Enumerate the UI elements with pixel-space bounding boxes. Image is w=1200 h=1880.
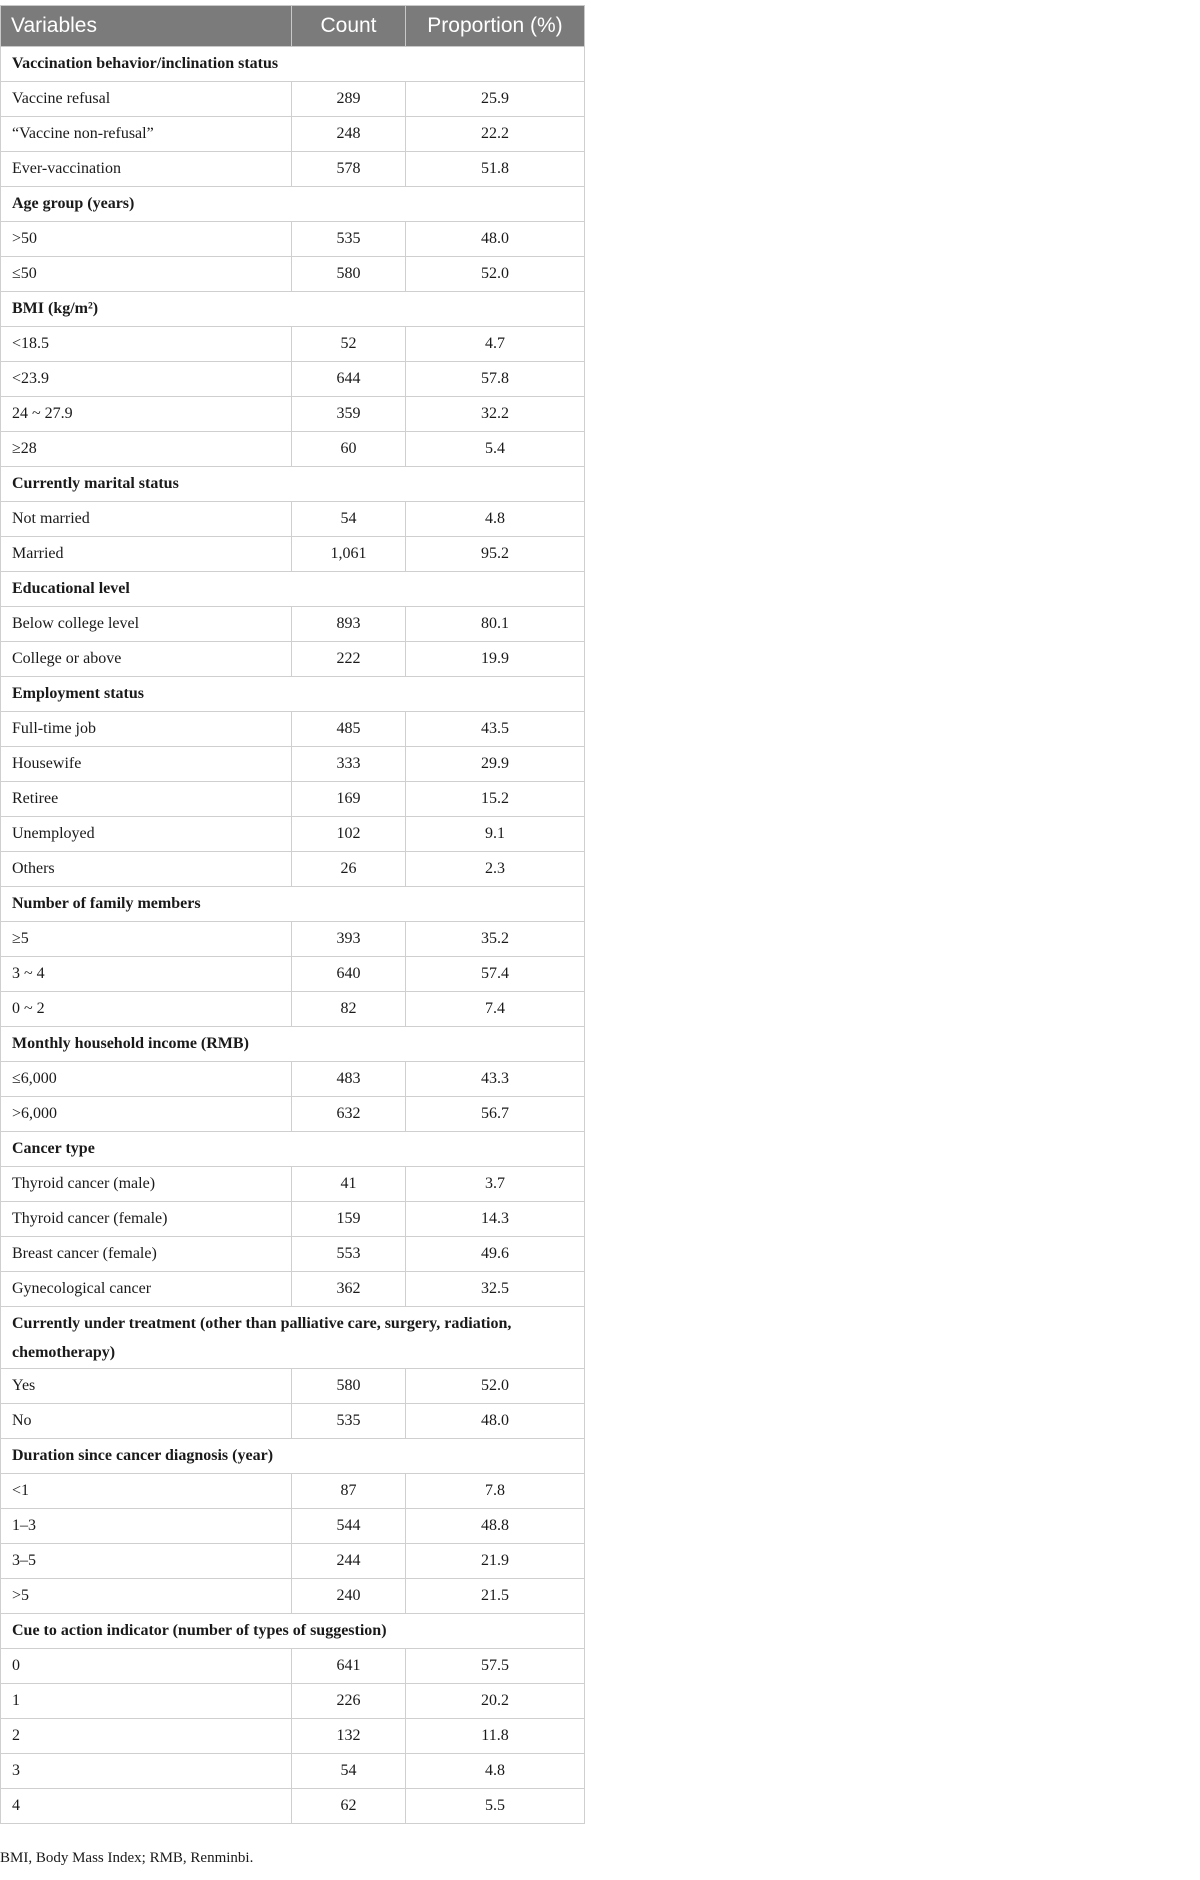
proportion-cell: 3.7 (406, 1167, 585, 1202)
proportion-cell: 19.9 (406, 642, 585, 677)
count-cell: 54 (292, 1754, 406, 1789)
group-header-row (1, 467, 585, 502)
count-cell: 580 (292, 257, 406, 292)
variable-cell: ≥5 (1, 922, 292, 957)
table-row (1, 852, 585, 887)
variable-cell: 2 (1, 1719, 292, 1754)
count-cell: 240 (292, 1579, 406, 1614)
count-cell: 362 (292, 1272, 406, 1307)
group-header-row (1, 677, 585, 712)
count-cell: 553 (292, 1237, 406, 1272)
count-cell: 359 (292, 397, 406, 432)
table-row (1, 1579, 585, 1614)
count-cell: 483 (292, 1062, 406, 1097)
count-cell: 1,061 (292, 537, 406, 572)
header-row (1, 6, 585, 47)
table-row (1, 817, 585, 852)
table-row (1, 1272, 585, 1307)
table-row (1, 922, 585, 957)
variable-cell: Yes (1, 1369, 292, 1404)
variable-cell: ≤6,000 (1, 1062, 292, 1097)
variable-cell: 0 (1, 1649, 292, 1684)
group-title: Educational level (1, 572, 585, 607)
group-header-row (1, 572, 585, 607)
group-title: BMI (kg/m²) (1, 292, 585, 327)
variable-cell: Thyroid cancer (female) (1, 1202, 292, 1237)
table-row (1, 1369, 585, 1404)
variable-cell: <1 (1, 1474, 292, 1509)
table-row (1, 502, 585, 537)
proportion-cell: 32.2 (406, 397, 585, 432)
proportion-cell: 9.1 (406, 817, 585, 852)
group-title: Duration since cancer diagnosis (year) (1, 1439, 585, 1474)
variable-cell: 4 (1, 1789, 292, 1824)
table-row (1, 712, 585, 747)
group-header-row (1, 1307, 585, 1369)
proportion-cell: 21.9 (406, 1544, 585, 1579)
count-cell: 26 (292, 852, 406, 887)
group-title: Currently under treatment (other than palliative care, surgery, radiation, chemotherapy) (1, 1307, 585, 1369)
count-cell: 60 (292, 432, 406, 467)
variable-cell: >6,000 (1, 1097, 292, 1132)
proportion-cell: 48.0 (406, 1404, 585, 1439)
proportion-cell: 51.8 (406, 152, 585, 187)
table-row (1, 747, 585, 782)
count-cell: 485 (292, 712, 406, 747)
group-title: Employment status (1, 677, 585, 712)
proportion-cell: 48.0 (406, 222, 585, 257)
group-title: Monthly household income (RMB) (1, 1027, 585, 1062)
proportion-cell: 20.2 (406, 1684, 585, 1719)
group-header-row (1, 1439, 585, 1474)
table-row (1, 1719, 585, 1754)
variable-cell: 1–3 (1, 1509, 292, 1544)
group-header-row (1, 47, 585, 82)
variable-cell: “Vaccine non-refusal” (1, 117, 292, 152)
table-row (1, 1167, 585, 1202)
count-cell: 52 (292, 327, 406, 362)
proportion-cell: 52.0 (406, 1369, 585, 1404)
count-cell: 893 (292, 607, 406, 642)
table-row (1, 1202, 585, 1237)
table-row (1, 432, 585, 467)
proportion-cell: 48.8 (406, 1509, 585, 1544)
variable-cell: 3–5 (1, 1544, 292, 1579)
table-row (1, 1509, 585, 1544)
group-header-row (1, 1614, 585, 1649)
variable-cell: <18.5 (1, 327, 292, 362)
group-title: Vaccination behavior/inclination status (1, 47, 585, 82)
proportion-cell: 95.2 (406, 537, 585, 572)
count-cell: 244 (292, 1544, 406, 1579)
count-cell: 62 (292, 1789, 406, 1824)
count-cell: 544 (292, 1509, 406, 1544)
proportion-cell: 5.4 (406, 432, 585, 467)
variable-cell: Housewife (1, 747, 292, 782)
table-row (1, 1097, 585, 1132)
variable-cell: 1 (1, 1684, 292, 1719)
variable-cell: ≥28 (1, 432, 292, 467)
variable-cell: ≤50 (1, 257, 292, 292)
variable-cell: Breast cancer (female) (1, 1237, 292, 1272)
proportion-cell: 11.8 (406, 1719, 585, 1754)
group-header-row (1, 1027, 585, 1062)
proportion-cell: 32.5 (406, 1272, 585, 1307)
variable-cell: >50 (1, 222, 292, 257)
count-cell: 248 (292, 117, 406, 152)
group-header-row (1, 187, 585, 222)
variable-cell: Married (1, 537, 292, 572)
count-cell: 644 (292, 362, 406, 397)
proportion-cell: 4.8 (406, 1754, 585, 1789)
group-title: Cue to action indicator (number of types of suggestion) (1, 1614, 585, 1649)
count-cell: 159 (292, 1202, 406, 1237)
count-cell: 82 (292, 992, 406, 1027)
proportion-cell: 2.3 (406, 852, 585, 887)
count-cell: 132 (292, 1719, 406, 1754)
count-cell: 102 (292, 817, 406, 852)
table-row (1, 1237, 585, 1272)
header-variables: Variables (1, 6, 292, 47)
proportion-cell: 43.5 (406, 712, 585, 747)
table-row (1, 1544, 585, 1579)
proportion-cell: 7.8 (406, 1474, 585, 1509)
table-row (1, 1062, 585, 1097)
proportion-cell: 57.8 (406, 362, 585, 397)
table-row (1, 117, 585, 152)
proportion-cell: 15.2 (406, 782, 585, 817)
proportion-cell: 4.7 (406, 327, 585, 362)
count-cell: 289 (292, 82, 406, 117)
table-row (1, 257, 585, 292)
table-row (1, 82, 585, 117)
count-cell: 535 (292, 1404, 406, 1439)
count-cell: 632 (292, 1097, 406, 1132)
table-row (1, 1684, 585, 1719)
group-title: Cancer type (1, 1132, 585, 1167)
table-row (1, 222, 585, 257)
data-table (0, 5, 585, 1824)
proportion-cell: 14.3 (406, 1202, 585, 1237)
variable-cell: <23.9 (1, 362, 292, 397)
table-row (1, 642, 585, 677)
variable-cell: No (1, 1404, 292, 1439)
proportion-cell: 5.5 (406, 1789, 585, 1824)
count-cell: 578 (292, 152, 406, 187)
count-cell: 333 (292, 747, 406, 782)
table-header (1, 6, 585, 47)
proportion-cell: 25.9 (406, 82, 585, 117)
count-cell: 641 (292, 1649, 406, 1684)
count-cell: 54 (292, 502, 406, 537)
proportion-cell: 57.4 (406, 957, 585, 992)
count-cell: 41 (292, 1167, 406, 1202)
table-row (1, 992, 585, 1027)
proportion-cell: 35.2 (406, 922, 585, 957)
variable-cell: Others (1, 852, 292, 887)
table-row (1, 1474, 585, 1509)
table-row (1, 957, 585, 992)
variable-cell: Ever-vaccination (1, 152, 292, 187)
variable-cell: Unemployed (1, 817, 292, 852)
variable-cell: 3 (1, 1754, 292, 1789)
proportion-cell: 49.6 (406, 1237, 585, 1272)
variable-cell: 3 ~ 4 (1, 957, 292, 992)
table-row (1, 1754, 585, 1789)
count-cell: 169 (292, 782, 406, 817)
proportion-cell: 56.7 (406, 1097, 585, 1132)
table-row (1, 1404, 585, 1439)
variable-cell: 24 ~ 27.9 (1, 397, 292, 432)
variable-cell: Retiree (1, 782, 292, 817)
variable-cell: >5 (1, 1579, 292, 1614)
proportion-cell: 52.0 (406, 257, 585, 292)
table-row (1, 362, 585, 397)
count-cell: 535 (292, 222, 406, 257)
count-cell: 226 (292, 1684, 406, 1719)
count-cell: 222 (292, 642, 406, 677)
proportion-cell: 22.2 (406, 117, 585, 152)
group-header-row (1, 887, 585, 922)
group-header-row (1, 1132, 585, 1167)
table-body (1, 47, 585, 1824)
group-title: Age group (years) (1, 187, 585, 222)
table-row (1, 607, 585, 642)
group-title: Currently marital status (1, 467, 585, 502)
table-row (1, 537, 585, 572)
proportion-cell: 29.9 (406, 747, 585, 782)
count-cell: 640 (292, 957, 406, 992)
variable-cell: Full-time job (1, 712, 292, 747)
count-cell: 87 (292, 1474, 406, 1509)
proportion-cell: 7.4 (406, 992, 585, 1027)
proportion-cell: 43.3 (406, 1062, 585, 1097)
group-header-row (1, 292, 585, 327)
variable-cell: Below college level (1, 607, 292, 642)
proportion-cell: 21.5 (406, 1579, 585, 1614)
table-row (1, 327, 585, 362)
variable-cell: 0 ~ 2 (1, 992, 292, 1027)
proportion-cell: 57.5 (406, 1649, 585, 1684)
table-row (1, 152, 585, 187)
table-row (1, 1789, 585, 1824)
header-proportion: Proportion (%) (406, 6, 585, 47)
variable-cell: Gynecological cancer (1, 1272, 292, 1307)
table-row (1, 397, 585, 432)
header-count: Count (292, 6, 406, 47)
table-row (1, 1649, 585, 1684)
count-cell: 580 (292, 1369, 406, 1404)
proportion-cell: 4.8 (406, 502, 585, 537)
table-row (1, 782, 585, 817)
count-cell: 393 (292, 922, 406, 957)
table-footnote: BMI, Body Mass Index; RMB, Renminbi. (0, 1850, 254, 1866)
variable-cell: Thyroid cancer (male) (1, 1167, 292, 1202)
variable-cell: Vaccine refusal (1, 82, 292, 117)
variable-cell: College or above (1, 642, 292, 677)
group-title: Number of family members (1, 887, 585, 922)
variable-cell: Not married (1, 502, 292, 537)
proportion-cell: 80.1 (406, 607, 585, 642)
